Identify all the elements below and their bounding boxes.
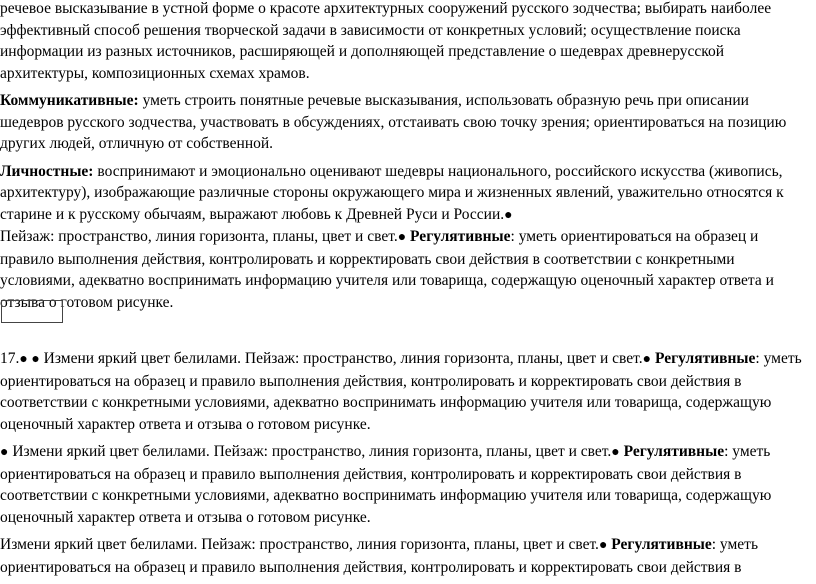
text-regulative: : уметь ориентироваться на образец и правило выполнения действия, контролировать и корректировать свои действия в соответствии с конкретными условиями, адекватно воспринимать информацию учителя или товарища, содержащую оценочный характер ответа и отзыва о готовом рисунке. xyxy=(0,228,774,311)
paragraph-personal xyxy=(0,161,810,314)
paragraph-repeat-1 xyxy=(0,441,810,528)
text-regulative: : уметь ориентироваться на образец и правило выполнения действия, контролировать и корректировать свои действия в соответствии с конкретными условиями, адекватно воспринимать информацию учителя или товарища, содержащую оценочный характер ответа и отзыва о готовом рисунке. xyxy=(0,350,802,433)
label-regulative: Регулятивные xyxy=(607,536,712,553)
item-number: 17. xyxy=(0,350,20,367)
label-regulative: Регулятивные xyxy=(651,350,756,367)
bullet-icon: ● xyxy=(598,538,608,553)
text-item-17: Измени яркий цвет белилами. Пейзаж: пространство, линия горизонта, планы, цвет и свет. xyxy=(39,350,643,367)
label-regulative: Регулятивные xyxy=(406,228,511,245)
bullet-icon: ● xyxy=(611,445,620,460)
bullet-icon: ● xyxy=(504,207,513,223)
text-regulative: : уметь ориентироваться на образец и правило выполнения действия, контролировать и корректировать свои действия в xyxy=(0,536,759,576)
paragraph-repeat-2 xyxy=(0,534,810,578)
paragraph-speech: речевое высказывание в устной форме о красоте архитектурных сооружений русского зодчества; выбирать наиболее эффективный способ решения творческой задачи в зависимости от конкретных условий; осуществление поиска информации из разных источников, расширяющей и дополняющей представление о шедеврах древнерусской архитектуры, композиционных схемах храмов. xyxy=(0,0,772,82)
paragraph-item-17 xyxy=(0,348,810,435)
label-regulative: Регулятивные xyxy=(619,443,725,460)
text-repeat-1: Измени яркий цвет белилами. Пейзаж: пространство, линия горизонта, планы, цвет и свет. xyxy=(8,443,612,460)
bullet-icon: ● ● xyxy=(19,352,40,367)
text-regulative: : уметь ориентироваться на образец и правило выполнения действия, контролировать и корректировать свои действия в соответствии с конкретными условиями, адекватно воспринимать информацию учителя или товарища, содержащую оценочный характер ответа и отзыва о готовом рисунке. xyxy=(0,443,772,526)
label-personal: Личностные: xyxy=(0,162,94,180)
empty-frame xyxy=(1,300,63,323)
label-communicative: Коммуникативные: xyxy=(0,92,139,109)
text-personal: воспринимают и эмоционально оценивают шедевры национального, российского искусства (живопись, архитектуру), изображающие различные стороны окружающего мира и жизненных явлений, уважительно относятся к старине и к русскому обычаям, выражают любовь к Древней Руси и России. xyxy=(0,162,784,223)
text-landscape: Пейзаж: пространство, линия горизонта, планы, цвет и свет. xyxy=(0,228,398,245)
text-communicative: уметь строить понятные речевые высказывания, использовать образную речь при описании шедевров русского зодчества, участвовать в обсуждениях, отстаивать свою точку зрения; ориентироваться на позицию других людей, отличную от собственной. xyxy=(0,92,787,152)
bullet-icon: ● xyxy=(642,352,652,367)
paragraph-communicative xyxy=(0,90,810,155)
bullet-icon: ● xyxy=(0,445,9,460)
text-repeat-2: Измени яркий цвет белилами. Пейзаж: пространство, линия горизонта, планы, цвет и свет. xyxy=(0,536,599,553)
bullet-icon: ● xyxy=(397,230,407,245)
